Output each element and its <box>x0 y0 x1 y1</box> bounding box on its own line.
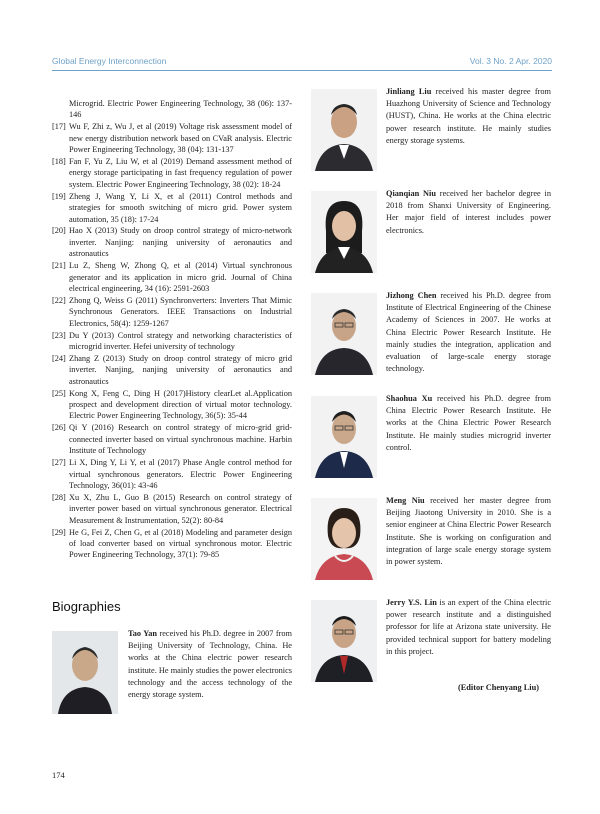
reference-item: [18] Fan F, Yu Z, Liu W, et al (2019) Demand assessment method of energy storage participating in fast frequency regulation of power system. Electric Power Engineering Technology, 38 (02): 18-24 <box>52 157 292 189</box>
author-name: Jerry Y.S. Lin <box>386 598 437 607</box>
reference-item: [26] Qi Y (2016) Research on control strategy of micro-grid grid-connected inverter based on virtual synchronous machine. Harbin Institute of Technology <box>52 423 292 456</box>
reference-item: [22] Zhong Q, Weiss G (2011) Synchronverters: Inverters That Mimic Synchronous Generators. IEEE Transactions on Industrial Electronics, 58(4): 1259-1267 <box>52 295 292 328</box>
biography-jerry-lin <box>311 600 551 690</box>
biography-text: Shaohua Xu received his Ph.D. degree from China Electric Power Research Institute. He works at the China Electric Power Research Institute. He mainly studies microgrid inverter control. <box>386 394 551 452</box>
author-photo <box>311 191 377 273</box>
author-photo <box>311 89 377 171</box>
author-name: Jinliang Liu <box>386 87 432 96</box>
reference-item: [20] Hao X (2013) Study on droop control strategy of micro-network inverter. Nanjing: nanjing university of aeronautics and astronautics <box>52 226 292 259</box>
biographies-heading: Biographies <box>52 599 121 614</box>
author-photo <box>311 498 377 580</box>
biography-meng-niu <box>311 498 551 588</box>
reference-item: [21] Lu Z, Sheng W, Zhong Q, et al (2014) Virtual synchronous generator and its application in micro grid. Journal of China electrical engineering, 34 (16): 2591-2603 <box>52 261 292 293</box>
journal-name: Global Energy Interconnection <box>52 56 167 66</box>
header-rule <box>52 70 552 71</box>
author-name: Meng Niu <box>386 496 425 505</box>
reference-item: [19] Zheng J, Wang Y, Li X, et al (2011) Control methods and strategies for smooth switching of micro grid. Power system automation, 35 (18): 17-24 <box>52 191 292 224</box>
author-photo <box>311 600 377 682</box>
reference-item: [29] He G, Fei Z, Chen G, et al (2018) Modeling and parameter design of load converter based on virtual synchronous motor. Electric Power Engineering Technology, 37(1): 79-85 <box>52 527 292 560</box>
biography-qianqian-niu <box>311 191 551 281</box>
reference-item: [17] Wu F, Zhi z, Wu J, et al (2019) Voltage risk assessment model of new energy distribution network based on CVaR analysis. Electric Power Engineering Technology, 38 (04): 131-137 <box>52 122 292 155</box>
biography-text: Jizhong Chen received his Ph.D. degree from Institute of Electrical Engineering of the Chinese Academy of Sciences in 2007. He works at China Electric Power Research Institute. He mainly studies the integration, application and evaluation of large-scale energy storage technology. <box>386 291 551 374</box>
biography-text: Qianqian Niu received her bachelor degree in 2018 from Shanxi University of Engineering. Her major field of interest includes power electronics. <box>386 189 551 235</box>
biography-text: Meng Niu received her master degree from Beijing Jiaotong University in 2010. She is a senior engineer at China Electric Power Research Institute. She is working on configuration and integration of large scale energy storage system in power system. <box>386 496 551 567</box>
biography-text: Jerry Y.S. Lin is an expert of the China electric power research institute and a distinguished professor for life at Arizona state university. He provided technical support for battery modeling in this project. <box>386 598 552 656</box>
issue-info: Vol. 3 No. 2 Apr. 2020 <box>469 56 552 66</box>
biography-tao-yan <box>52 631 292 717</box>
biography-jinliang-liu <box>311 89 551 179</box>
author-photo <box>311 293 377 375</box>
reference-item: [24] Zhang Z (2013) Study on droop control strategy of micro grid inverter. Nanjing, nanjing university of aeronautics and astronautics <box>52 353 292 386</box>
author-photo <box>52 631 118 714</box>
author-name: Shaohua Xu <box>386 394 433 403</box>
reference-item: Microgrid. Electric Power Engineering Technology, 38 (06): 137-146 <box>69 99 292 120</box>
biography-text: Jinliang Liu received his master degree from Huazhong University of Science and Technology (HUST), China. He works at the China electric power research institute. He mainly studies energy storage systems. <box>386 87 552 145</box>
author-photo <box>311 396 377 478</box>
reference-item: [23] Du Y (2013) Control strategy and networking characteristics of microgrid inverter. Hefei university of technology <box>52 330 292 352</box>
biography-text: Tao Yan received his Ph.D. degree in 2007 from Beijing University of Technology, China. He works at the China electric power research institute. He mainly studies the power electronics technology and the access technology of the energy storage system. <box>128 629 293 700</box>
author-name: Jizhong Chen <box>386 291 437 300</box>
reference-item: [27] Li X, Ding Y, Li Y, et al (2017) Phase Angle control method for virtual synchronous generators. Electric Power Engineering Technology, 36(01): 43-46 <box>52 458 292 490</box>
reference-list <box>52 98 292 561</box>
editor-credit: (Editor Chenyang Liu) <box>458 683 539 692</box>
running-header <box>52 56 552 70</box>
biography-shaohua-xu <box>311 396 551 486</box>
author-name: Qianqian Niu <box>386 189 436 198</box>
author-name: Tao Yan <box>128 629 158 638</box>
reference-item: [28] Xu X, Zhu L, Guo B (2015) Research on control strategy of inverter power based on virtual synchronous generator. Electrical Measurement & Instrumentation, 52(2): 80-84 <box>52 492 292 525</box>
page-number: 174 <box>52 770 65 780</box>
reference-item: [25] Kong X, Feng C, Ding H (2017)History clearLet al.Application prospect and development direction of virtual motor technology. Electric Power Engineering Technology, 36(5): 35-44 <box>52 388 292 421</box>
biography-jizhong-chen <box>311 293 551 383</box>
